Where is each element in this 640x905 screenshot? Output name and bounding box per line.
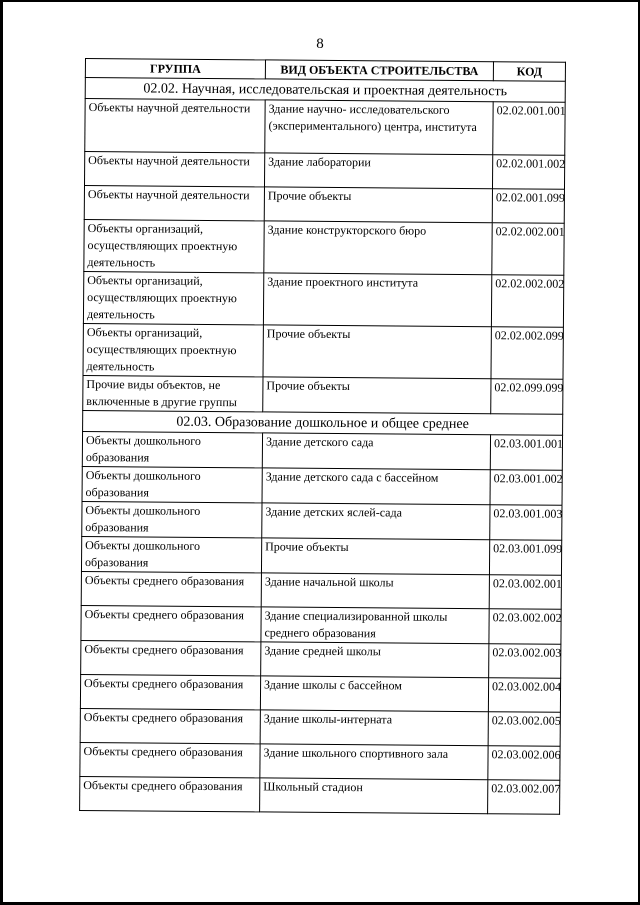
cell-type: Здание начальной школы [261, 573, 489, 609]
cell-group: Объекты дошкольного образования [82, 431, 262, 467]
cell-group: Объекты дошкольного образования [82, 466, 262, 502]
cell-group: Объекты среднего образования [80, 742, 260, 777]
cell-type: Прочие объекты [263, 325, 491, 379]
cell-type: Здание научно- исследовательского (экспериментального) центра, института [265, 100, 493, 155]
table-row [83, 375, 563, 414]
table-row [81, 640, 561, 678]
cell-type: Здание средней школы [261, 642, 489, 678]
cell-type: Здание школьного спортивного зала [260, 744, 488, 780]
cell-group: Объекты научной деятельности [85, 99, 265, 153]
cell-group: Объекты организаций, осуществляющих проектную деятельность [83, 271, 263, 324]
cell-code: 02.03.001.003 [490, 505, 562, 541]
cell-group: Объекты дошкольного образования [82, 501, 262, 537]
table-body [80, 78, 566, 815]
table-row [85, 99, 565, 156]
table-row [83, 323, 563, 379]
section-title: 02.02. Научная, исследовательская и проектная деятельность [85, 78, 565, 103]
cell-group: Объекты дошкольного образования [81, 536, 261, 572]
cell-type: Здание специализированной школы среднего образования [261, 607, 489, 644]
header-code: КОД [493, 62, 565, 82]
cell-group: Объекты среднего образования [80, 674, 260, 709]
cell-type: Школьный стадион [260, 778, 488, 814]
header-type: ВИД ОБЪЕКТА СТРОИТЕЛЬСТВА [265, 60, 493, 81]
cell-group: Объекты среднего образования [81, 571, 261, 606]
cell-group: Объекты среднего образования [80, 708, 260, 743]
cell-code: 02.03.002.005 [488, 712, 560, 747]
cell-code: 02.03.002.007 [488, 780, 560, 815]
cell-type: Здание детского сада с бассейном [262, 468, 490, 505]
table-row [80, 742, 560, 780]
table-row [80, 776, 560, 814]
cell-code: 02.02.002.001 [492, 223, 564, 276]
cell-group: Объекты научной деятельности [84, 186, 264, 221]
table-row [84, 152, 564, 190]
cell-code: 02.03.002.004 [488, 678, 560, 713]
cell-code: 02.03.002.001 [489, 575, 561, 610]
cell-group: Объекты организаций, осуществляющих проектную деятельность [84, 219, 264, 272]
classification-table [79, 58, 566, 815]
header-group: ГРУППА [85, 59, 265, 79]
table-row [83, 271, 563, 327]
cell-type: Здание лаборатории [264, 153, 492, 189]
cell-type: Здание детского сада [262, 433, 490, 470]
cell-type: Прочие объекты [263, 377, 491, 414]
cell-group: Объекты организаций, осуществляющих проектную деятельность [83, 323, 263, 376]
cell-code: 02.03.002.003 [489, 644, 561, 679]
cell-type: Здание детских яслей-сада [262, 503, 490, 540]
cell-type: Здание проектного института [263, 273, 491, 327]
cell-group: Объекты научной деятельности [84, 152, 264, 187]
cell-group: Объекты среднего образования [81, 605, 261, 641]
table-row [80, 708, 560, 746]
cell-group: Объекты среднего образования [80, 776, 260, 811]
table-row [80, 674, 560, 712]
cell-type: Здание конструкторского бюро [264, 221, 492, 275]
cell-code: 02.03.001.099 [489, 540, 561, 576]
table-row [81, 571, 561, 609]
table-row [81, 605, 561, 644]
cell-type: Здание школы с бассейном [260, 676, 488, 712]
cell-code: 02.03.001.001 [490, 435, 562, 471]
cell-group: Прочие виды объектов, не включенные в другие группы [83, 375, 263, 411]
table-row [84, 186, 564, 224]
cell-code: 02.02.001.099 [492, 189, 564, 224]
cell-code: 02.03.001.002 [490, 470, 562, 506]
table-row [82, 431, 562, 470]
cell-type: Прочие объекты [261, 538, 489, 575]
page-number: 8 [316, 36, 324, 52]
cell-code: 02.03.002.002 [489, 609, 561, 645]
section-title: 02.03. Образование дошкольное и общее среднее [83, 410, 563, 435]
cell-code: 02.02.099.099 [491, 379, 563, 415]
cell-group: Объекты среднего образования [81, 640, 261, 675]
cell-type: Прочие объекты [264, 187, 492, 223]
table-row [82, 466, 562, 505]
cell-code: 02.03.002.006 [488, 746, 560, 781]
cell-code: 02.02.002.099 [491, 327, 563, 380]
cell-code: 02.02.002.002 [491, 275, 563, 328]
table-row [81, 536, 561, 575]
cell-code: 02.02.001.002 [492, 155, 564, 190]
cell-type: Здание школы-интерната [260, 710, 488, 746]
table-row [82, 501, 562, 540]
table-row [84, 219, 564, 275]
cell-code: 02.02.001.001 [493, 102, 565, 156]
